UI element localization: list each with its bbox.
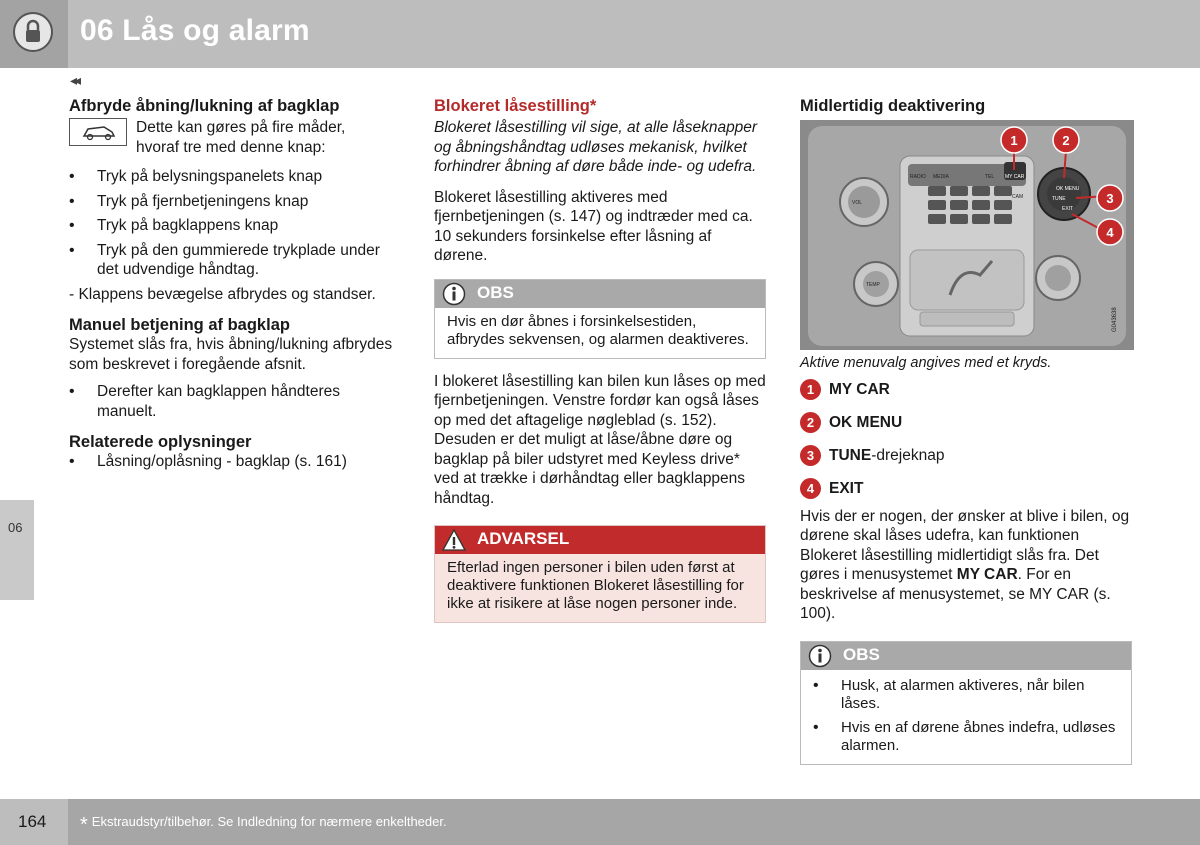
list-item: • Tryk på fjernbetjeningens knap bbox=[69, 192, 399, 212]
callout-label: 1 bbox=[1010, 133, 1018, 148]
section-heading-related: Relaterede oplysninger bbox=[69, 433, 252, 451]
warning-label: ADVARSEL bbox=[477, 529, 570, 548]
intro-italic: Blokeret låsestilling vil sige, at alle låseknapper og åbningshåndtag udløses mekanisk, hvilket forhindrer åbning af døre både inde- og udefra. bbox=[434, 119, 758, 175]
list-item: • Derefter kan bagklappen håndteres manuelt. bbox=[69, 382, 399, 421]
activation-paragraph: Blokeret låsestilling aktiveres med fjernbetjeningen (s. 147) og indtræder med ca. 10 sekunders forsinkelse efter låsning af dørene. bbox=[434, 188, 753, 264]
section-heading-blocked-lock: Blokeret låsestilling* bbox=[434, 97, 597, 115]
obs-note-box bbox=[434, 279, 766, 359]
section-heading-temporary: Midlertidig deaktivering bbox=[800, 97, 986, 115]
warning-text: Efterlad ingen personer i bilen uden først at deaktivere funktionen Blokeret låsestilling for ikke at risikere at låse nogen personer inde. bbox=[435, 554, 765, 622]
legend-item: 2 OK MENU bbox=[800, 411, 1134, 435]
svg-text:MEDIA: MEDIA bbox=[933, 174, 949, 180]
photo-caption: Aktive menuvalg angives med et kryds. bbox=[800, 355, 1052, 371]
svg-text:G043638: G043638 bbox=[1112, 307, 1118, 332]
svg-text:CAM: CAM bbox=[1012, 194, 1024, 200]
svg-text:OK MENU: OK MENU bbox=[1056, 186, 1080, 192]
info-icon bbox=[807, 644, 833, 668]
list-item: • Hvis en af dørene åbnes indefra, udløses alarmen. bbox=[813, 719, 1119, 755]
legend-item: 1 MY CAR bbox=[800, 378, 1134, 402]
svg-text:TEMP: TEMP bbox=[866, 282, 880, 288]
obs-text: Hvis en dør åbnes i forsinkelsestiden, afbrydes sekvensen, og alarmen deaktiveres. bbox=[447, 312, 749, 348]
chapter-side-tab[interactable]: 06 bbox=[0, 500, 34, 600]
blocked-paragraph: I blokeret låsestilling kan bilen kun låses op med fjernbetjeningen. Venstre fordør kan også låses op med det aftagelige nøgleblad (s. 152). Desuden er det muligt at låse/åbne døre og bagklap på biler udstyret med Keyless drive* ved at trække i dørhåndtag eller bagklappens håndtag. bbox=[434, 372, 766, 507]
page-number: 164 bbox=[18, 812, 47, 831]
page-header bbox=[0, 0, 1200, 68]
column-3 bbox=[800, 96, 1134, 765]
methods-list bbox=[69, 167, 399, 280]
info-icon bbox=[441, 282, 467, 306]
column-2 bbox=[434, 96, 766, 623]
center-console-photo bbox=[800, 120, 1134, 350]
footnote: * Ekstraudstyr/tilbehør. Se Indledning for nærmere enkeltheder. bbox=[80, 814, 447, 836]
callout-label: 4 bbox=[1106, 225, 1114, 240]
obs-note-box-2 bbox=[800, 641, 1132, 765]
svg-text:VOL: VOL bbox=[852, 200, 863, 206]
related-link[interactable]: • Låsning/oplåsning - bagklap (s. 161) bbox=[69, 452, 399, 472]
svg-text:TUNE: TUNE bbox=[1052, 196, 1066, 202]
list-item: • Husk, at alarmen aktiveres, når bilen låses. bbox=[813, 677, 1119, 713]
svg-text:TEL: TEL bbox=[985, 174, 995, 180]
previous-page-arrow-icon[interactable]: ◂◂ bbox=[70, 72, 79, 88]
obs-label: OBS bbox=[843, 644, 880, 664]
callout-label: 2 bbox=[1062, 133, 1070, 148]
deactivation-paragraph: Hvis der er nogen, der ønsker at blive i bilen, og dørene skal låses udefra, kan funktionen Blokeret låsestilling midlertidigt slås fra. Det gøres i menusystemet MY CAR. For en beskrivelse af menusystemet, se MY CAR (s. 100). bbox=[800, 507, 1130, 622]
lock-icon bbox=[13, 12, 53, 52]
tailgate-button-icon bbox=[69, 118, 127, 146]
svg-text:EXIT: EXIT bbox=[1062, 206, 1074, 212]
section-heading-tailgate-stop: Afbryde åbning/lukning af bagklap bbox=[69, 97, 340, 115]
list-item: • Tryk på belysningspanelets knap bbox=[69, 167, 399, 187]
legend-item: 3 TUNE-drejeknap bbox=[800, 444, 1134, 468]
list-item: • Tryk på bagklappens knap bbox=[69, 216, 399, 236]
page-footer bbox=[0, 799, 1200, 845]
svg-text:MY CAR: MY CAR bbox=[1005, 174, 1025, 180]
column-1: Afbryde åbning/lukning af bagklap Dette kan gøres på fire måder, hvoraf tre med denne knap: • Tryk på belysningspanelets knap • Tryk på fjernbetjeningens knap • Tryk på bagklappens knap • Tryk på den gummierede trykplade under det udvendige håndtag. - Klappens bevægelse afbrydes og standser. Manuel betjening af bagklap Systemet slås fra, hvis åbning/lukning afbrydes som beskrevet i foregående afsnit. • Derefter kan bagklappen håndteres manuelt. Relaterede oplysninger • Låsning/oplåsning - bagklap (s. 161) bbox=[69, 96, 399, 472]
warning-box bbox=[434, 525, 766, 623]
svg-text:RADIO: RADIO bbox=[910, 174, 926, 180]
obs-label: OBS bbox=[477, 282, 514, 302]
legend-item: 4 EXIT bbox=[800, 477, 1134, 501]
manual-paragraph: Systemet slås fra, hvis åbning/lukning afbrydes som beskrevet i foregående afsnit. bbox=[69, 336, 393, 373]
section-heading-manual: Manuel betjening af bagklap bbox=[69, 316, 290, 334]
callout-label: 3 bbox=[1106, 191, 1114, 206]
list-item: • Tryk på den gummierede trykplade under det udvendige håndtag. bbox=[69, 241, 399, 280]
chapter-title: 06 Lås og alarm bbox=[80, 14, 310, 47]
warning-triangle-icon bbox=[441, 528, 467, 552]
stop-note: - Klappens bevægelse afbrydes og standser. bbox=[69, 285, 376, 303]
